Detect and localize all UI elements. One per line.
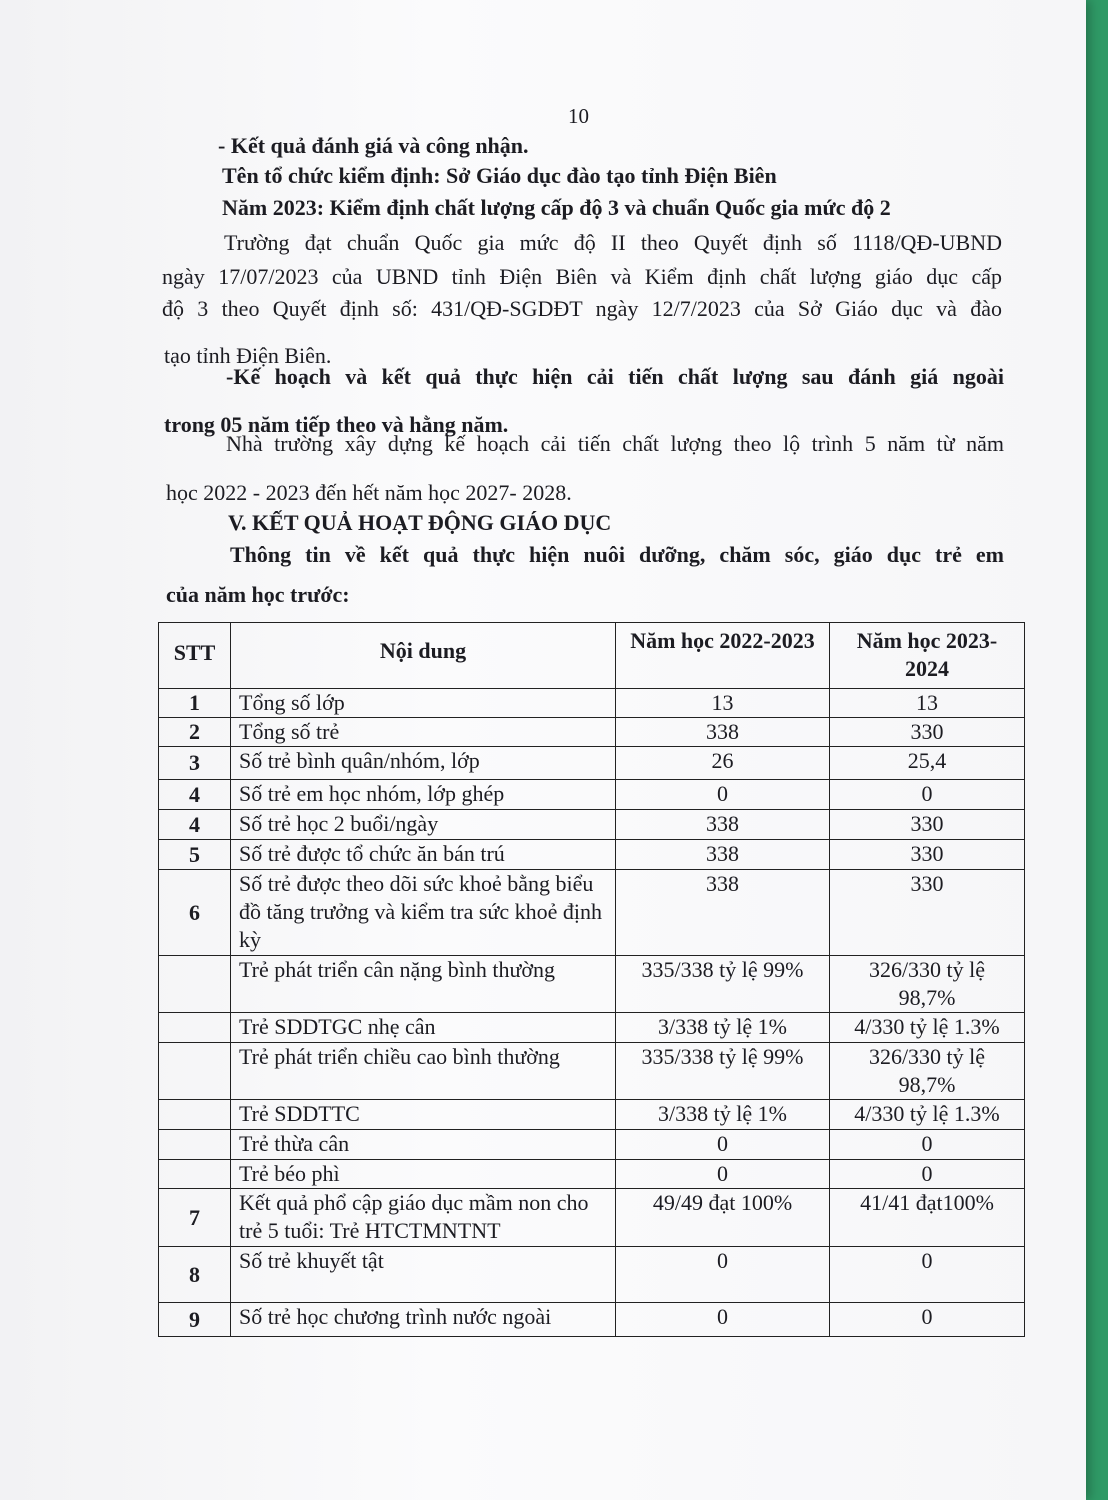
cell-year2: 0 (830, 1303, 1025, 1337)
cell-year1: 26 (616, 747, 830, 780)
cell-stt: 2 (159, 718, 231, 747)
cell-content: Trẻ béo phì (231, 1160, 616, 1189)
cell-content: Số trẻ được theo dõi sức khoẻ bằng biểu đồ tăng trưởng và kiểm tra sức khoẻ định kỳ (231, 870, 616, 956)
cell-stt: 6 (159, 870, 231, 956)
table-row (159, 1189, 1025, 1247)
header-year-2023-2024: Năm học 2023-2024 (830, 623, 1025, 689)
cell-stt: 4 (159, 810, 231, 840)
table-row (159, 956, 1025, 1013)
cell-content: Số trẻ bình quân/nhóm, lớp (231, 747, 616, 780)
cell-content: Trẻ phát triển chiều cao bình thường (231, 1043, 616, 1100)
cell-year2: 330 (830, 810, 1025, 840)
cell-stt (159, 956, 231, 1013)
cell-year2: 0 (830, 1247, 1025, 1303)
cell-year2: 4/330 tỷ lệ 1.3% (830, 1100, 1025, 1130)
cell-content: Kết quả phổ cập giáo dục mầm non cho trẻ 5 tuổi: Trẻ HTCTMNTNT (231, 1189, 616, 1247)
table-row (159, 780, 1025, 810)
table-row (159, 1247, 1025, 1303)
cell-content: Số trẻ học 2 buổi/ngày (231, 810, 616, 840)
cell-year1: 0 (616, 1247, 830, 1303)
cell-year2: 326/330 tỷ lệ 98,7% (830, 956, 1025, 1013)
page-number: 10 (568, 104, 589, 128)
cell-year1: 0 (616, 1130, 830, 1160)
table-row (159, 870, 1025, 956)
table-row (159, 1160, 1025, 1189)
cell-stt (159, 1043, 231, 1100)
cell-year1: 338 (616, 870, 830, 956)
paragraph-line: Nhà trường xây dựng kế hoạch cải tiến chất lượng theo lộ trình 5 năm từ năm (226, 431, 1004, 456)
paragraph-line: học 2022 - 2023 đến hết năm học 2027- 2028. (166, 480, 572, 505)
cell-year2: 25,4 (830, 747, 1025, 780)
plan-heading-line: trong 05 năm tiếp theo và hằng năm. (164, 412, 509, 437)
result-heading: - Kết quả đánh giá và công nhận. (218, 133, 529, 158)
cell-stt (159, 1100, 231, 1130)
cell-year2: 0 (830, 1160, 1025, 1189)
paragraph-line: tạo tỉnh Điện Biên. (164, 343, 332, 368)
cell-year2: 330 (830, 870, 1025, 956)
cell-year1: 49/49 đạt 100% (616, 1189, 830, 1247)
cell-year2: 326/330 tỷ lệ 98,7% (830, 1043, 1025, 1100)
cell-content: Tổng số lớp (231, 689, 616, 718)
cell-year2: 0 (830, 780, 1025, 810)
table-row (159, 1100, 1025, 1130)
table-row (159, 747, 1025, 780)
cell-stt: 3 (159, 747, 231, 780)
cell-stt: 7 (159, 1189, 231, 1247)
year-line: Năm 2023: Kiểm định chất lượng cấp độ 3 và chuẩn Quốc gia mức độ 2 (222, 195, 891, 220)
cell-content: Trẻ SDDTTC (231, 1100, 616, 1130)
table-row (159, 689, 1025, 718)
cell-year2: 330 (830, 840, 1025, 870)
cell-stt: 9 (159, 1303, 231, 1337)
cell-year1: 335/338 tỷ lệ 99% (616, 956, 830, 1013)
results-table (158, 622, 1025, 1337)
cell-stt: 8 (159, 1247, 231, 1303)
cell-year1: 3/338 tỷ lệ 1% (616, 1013, 830, 1043)
cell-year1: 0 (616, 1303, 830, 1337)
cell-content: Số trẻ được tổ chức ăn bán trú (231, 840, 616, 870)
cell-stt (159, 1130, 231, 1160)
cell-year2: 330 (830, 718, 1025, 747)
table-row (159, 718, 1025, 747)
cell-year1: 338 (616, 840, 830, 870)
cell-year1: 335/338 tỷ lệ 99% (616, 1043, 830, 1100)
table-row (159, 1303, 1025, 1337)
cell-year1: 338 (616, 810, 830, 840)
table-header-row (159, 623, 1025, 689)
cell-content: Trẻ SDDTGC nhẹ cân (231, 1013, 616, 1043)
section-intro-line: của năm học trước: (166, 582, 350, 607)
cell-stt: 4 (159, 780, 231, 810)
cell-content: Số trẻ khuyết tật (231, 1247, 616, 1303)
table-row (159, 1013, 1025, 1043)
cell-content: Số trẻ học chương trình nước ngoài (231, 1303, 616, 1337)
table-row (159, 1043, 1025, 1100)
cell-content: Trẻ phát triển cân nặng bình thường (231, 956, 616, 1013)
header-content: Nội dung (231, 623, 616, 689)
cell-year1: 0 (616, 780, 830, 810)
plan-heading-line: -Kế hoạch và kết quả thực hiện cải tiến chất lượng sau đánh giá ngoài (226, 364, 1004, 389)
cell-year1: 3/338 tỷ lệ 1% (616, 1100, 830, 1130)
section-intro-line: Thông tin về kết quả thực hiện nuôi dưỡng, chăm sóc, giáo dục trẻ em (230, 542, 1004, 567)
cell-content: Tổng số trẻ (231, 718, 616, 747)
cell-year1: 0 (616, 1160, 830, 1189)
cell-stt (159, 1013, 231, 1043)
table-row (159, 810, 1025, 840)
table-row (159, 840, 1025, 870)
table-row (159, 1130, 1025, 1160)
paragraph-line: độ 3 theo Quyết định số: 431/QĐ-SGDĐT ngày 12/7/2023 của Sở Giáo dục và đào (162, 296, 1002, 321)
header-stt: STT (159, 623, 231, 689)
paragraph-line: ngày 17/07/2023 của UBND tỉnh Điện Biên và Kiểm định chất lượng giáo dục cấp (162, 264, 1002, 289)
cell-year2: 13 (830, 689, 1025, 718)
cell-content: Trẻ thừa cân (231, 1130, 616, 1160)
cell-year1: 338 (616, 718, 830, 747)
paragraph-line: Trường đạt chuẩn Quốc gia mức độ II theo Quyết định số 1118/QĐ-UBND (224, 230, 1002, 255)
section-title: V. KẾT QUẢ HOẠT ĐỘNG GIÁO DỤC (228, 510, 612, 535)
cell-content: Số trẻ em học nhóm, lớp ghép (231, 780, 616, 810)
cell-stt: 5 (159, 840, 231, 870)
cell-year2: 0 (830, 1130, 1025, 1160)
cell-stt: 1 (159, 689, 231, 718)
cell-year2: 41/41 đạt100% (830, 1189, 1025, 1247)
cell-stt (159, 1160, 231, 1189)
cell-year2: 4/330 tỷ lệ 1.3% (830, 1013, 1025, 1043)
cell-year1: 13 (616, 689, 830, 718)
organization-line: Tên tổ chức kiểm định: Sở Giáo dục đào tạo tỉnh Điện Biên (222, 163, 777, 188)
header-year-2022-2023: Năm học 2022-2023 (616, 623, 830, 689)
